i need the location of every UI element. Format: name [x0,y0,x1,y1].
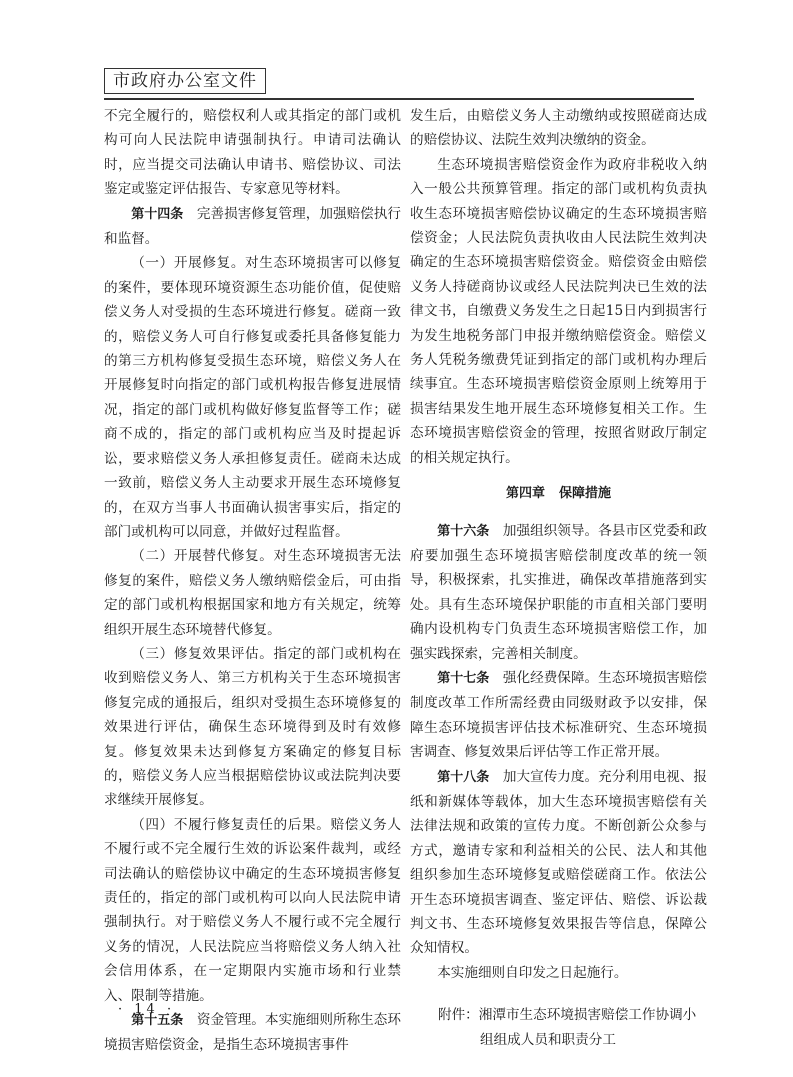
right-column [410,104,707,1052]
article-text: 完善损害修复管理，加强赔偿执行和监督。 [104,205,401,248]
article-text: 资金管理。本实施细则所称生态环境损害赔偿资金，是指生态环境损害事件 [104,1012,401,1054]
chapter-title: 保障措施 [559,486,612,502]
paragraph: 不完全履行的，赔偿权利人或其指定的部门或机构可向人民法院申请强制执行。申请司法确认时，应当提交司法确认申请书、赔偿协议、司法鉴定或鉴定评估报告、专家意见等材料。 [104,108,401,198]
effective-date-clause: 本实施细则自印发之日起施行。 [437,964,628,981]
paragraph: （二）开展替代修复。对生态环境损害无法修复的案件，赔偿义务人缴纳赔偿金后，可由指定的部门或机构根据国家和地方有关规定，统筹组织开展生态环境替代修复。 [104,548,401,638]
paragraph: （三）修复效果评估。指定的部门或机构在收到赔偿义务人、第三方机构关于生态环境损害修复完成的通报后，组织对受损生态环境修复的效果进行评估，确保生态环境得到及时有效修复。修复效果未达到修复方案确定的修复目标的，赔偿义务人应当根据赔偿协议或法院判决要求继续开展修复。 [104,645,401,809]
attachment-line-2: 组组成人员和职责分工 [480,1031,616,1048]
article-16 [410,519,707,666]
article-label: 第十七条 [437,670,490,686]
article-text: 强化经费保障。生态环境损害赔偿制度改革工作所需经费由同级财政予以安排，保障生态环境损害评估技术标准研究、生态环境损害调查、修复效果后评估等工作正常开展。 [410,669,707,761]
article-17 [410,666,707,765]
article-label: 第十六条 [437,523,490,539]
paragraph: 发生后，由赔偿义务人主动缴纳或按照磋商达成的赔偿协议、法院生效判决缴纳的资金。 [410,108,707,149]
attachment-note [410,1003,707,1052]
paragraph: （一）开展修复。对生态环境损害可以修复的案件，要体现环境资源生态功能价值，促使赔偿义务人对受损的生态环境进行修复。磋商一致的，赔偿义务人可自行修复或委托具备修复能力的第三方机构修复受损生态环境，赔偿义务人在开展修复时向指定的部门或机构报告修复进展情况，指定的部门或机构做好修复监督等工作；磋商不成的，指定的部门或机构应当及时提起诉讼，要求赔偿义务人承担修复责任。磋商未达成一致前，赔偿义务人主动要求开展生态环境修复的，在双方当事人书面确认损害事实后，指定的部门或机构可以同意，并做好过程监督。 [104,255,401,540]
article-label: 第十五条 [131,1013,184,1029]
chapter-number: 第四章 [505,486,545,502]
article-18 [410,765,707,961]
article-label: 第十八条 [437,769,490,785]
paragraph: 生态环境损害赔偿资金作为政府非税收入纳入一般公共预算管理。指定的部门或机构负责执收生态环境损害赔偿协议确定的生态环境损害赔偿资金；人民法院负责执收由人民法院生效判决确定的生态环境损害赔偿资金。赔偿资金由赔偿义务人持磋商协议或经人民法院判决已生效的法律文书，自缴费义务发生之日起15日内到损害行为发生地税务部门申报并缴纳赔偿资金。赔偿义务人凭税务缴费凭证到指定的部门或机构办理后续事宜。生态环境损害赔偿资金原则上统筹用于损害结果发生地开展生态环境修复相关工作。生态环境损害赔偿资金的管理，按照省财政厅制定的相关规定执行。 [410,156,707,466]
running-header [104,68,694,100]
left-column [104,104,401,1058]
article-14 [104,202,401,252]
article-text: 加强组织领导。各县市区党委和政府要加强生态环境损害赔偿制度改革的统一领导，积极探索，扎实推进，确保改革措施落到实处。具有生态环境保护职能的市直相关部门要明确内设机构专门负责生态环境损害赔偿工作，加强实践探索，完善相关制度。 [410,522,707,662]
page-number: · 14 · [118,1002,176,1017]
attachment-line-1: 附件：湘潭市生态环境损害赔偿工作协调小 [438,1007,697,1024]
paragraph: （四）不履行修复责任的后果。赔偿义务人不履行或不完全履行生效的诉讼案件裁判，或经司法确认的赔偿协议中确定的生态环境损害修复责任的，指定的部门或机构可以向人民法院申请强制执行。对于赔偿义务人不履行或不完全履行义务的情况，人民法院应当将赔偿义务人纳入社会信用体系，在一定期限内实施市场和行业禁入、限制等措施。 [104,816,401,1004]
article-text: 加大宣传力度。充分利用电视、报纸和新媒体等载体，加大生态环境损害赔偿有关法律法规和政策的宣传力度。不断创新公众参与方式，邀请专家和利益相关的公民、法人和其他组织参加生态环境修复或赔偿磋商工作。依法公开生态环境损害调查、鉴定评估、赔偿、诉讼裁判文书、生态环境修复效果报告等信息，保障公众知情权。 [410,768,707,957]
header-title: 市政府办公室文件 [104,68,266,94]
article-label: 第十四条 [131,206,184,222]
chapter-heading [410,482,707,506]
